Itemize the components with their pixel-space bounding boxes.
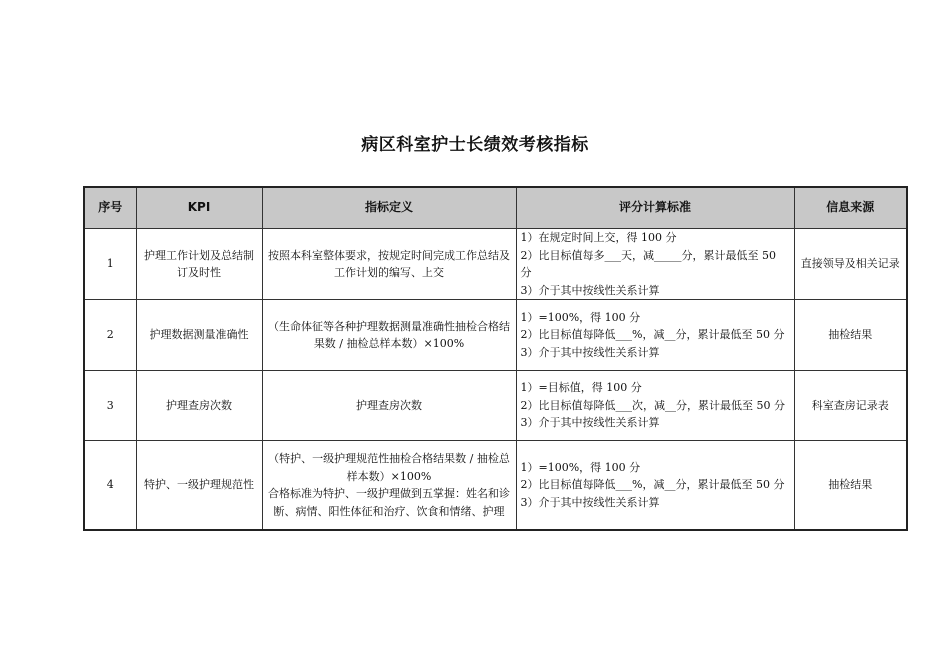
scoring-line: 2）比目标值每降低___%，减__分，累计最低至 50 分 — [520, 478, 785, 492]
page-title: 病区科室护士长绩效考核指标 — [361, 135, 589, 155]
definition-line: 合格标准为特护、一级护理做到五掌握：姓名和诊断、病情、阳性体征和治疗、饮食和情绪、护理 — [268, 487, 510, 518]
table-row — [84, 229, 907, 300]
header-scoring: 评分计算标准 — [516, 187, 794, 229]
scoring-line: 3）介于其中按线性关系计算 — [520, 345, 660, 359]
row-definition — [262, 371, 516, 441]
header-no: 序号 — [84, 187, 136, 229]
row-definition — [262, 300, 516, 371]
row-source: 抽检结果 — [794, 300, 907, 371]
definition-line: 按照本科室整体要求，按规定时间完成工作总结及工作计划的编写、上交 — [268, 248, 510, 279]
row-kpi: 护理工作计划及总结制订及时性 — [136, 229, 262, 300]
row-source: 科室查房记录表 — [794, 371, 907, 441]
table-header-row — [84, 187, 907, 229]
row-source: 直接领导及相关记录 — [794, 229, 907, 300]
scoring-line: 2）比目标值每降低___%，减__分，累计最低至 50 分 — [520, 328, 785, 342]
table-row — [84, 371, 907, 441]
scoring-line: 1）=100%，得 100 分 — [520, 460, 641, 474]
row-source: 抽检结果 — [794, 441, 907, 531]
header-source: 信息来源 — [794, 187, 907, 229]
definition-line: 护理查房次数 — [356, 398, 422, 412]
row-definition — [262, 441, 516, 531]
row-scoring — [516, 441, 794, 531]
definition-line: （特护、一级护理规范性抽检合格结果数 / 抽检总样本数）×100% — [268, 452, 510, 483]
row-kpi: 特护、一级护理规范性 — [136, 441, 262, 531]
row-no: 4 — [84, 441, 136, 531]
header-definition: 指标定义 — [262, 187, 516, 229]
row-no: 3 — [84, 371, 136, 441]
table-row — [84, 300, 907, 371]
row-scoring — [516, 371, 794, 441]
scoring-line: 1）=100%，得 100 分 — [520, 310, 641, 324]
scoring-line: 2）比目标值每降低___次，减__分，累计最低至 50 分 — [520, 398, 785, 412]
scoring-line: 2）比目标值每多___天，减_____分，累计最低至 50 分 — [520, 248, 776, 279]
row-kpi: 护理数据测量准确性 — [136, 300, 262, 371]
scoring-line: 3）介于其中按线性关系计算 — [520, 283, 660, 297]
row-no: 1 — [84, 229, 136, 300]
row-scoring — [516, 229, 794, 300]
scoring-line: 1）=目标值，得 100 分 — [520, 381, 642, 395]
row-definition — [262, 229, 516, 300]
definition-line: （生命体征等各种护理数据测量准确性抽检合格结果数 / 抽检总样本数）×100% — [268, 319, 510, 350]
row-scoring — [516, 300, 794, 371]
scoring-line: 1）在规定时间上交，得 100 分 — [520, 231, 677, 244]
kpi-table — [83, 186, 908, 531]
row-no: 2 — [84, 300, 136, 371]
scoring-line: 3）介于其中按线性关系计算 — [520, 416, 660, 430]
row-kpi: 护理查房次数 — [136, 371, 262, 441]
table-row — [84, 441, 907, 531]
scoring-line: 3）介于其中按线性关系计算 — [520, 495, 660, 509]
header-kpi: KPI — [136, 187, 262, 229]
